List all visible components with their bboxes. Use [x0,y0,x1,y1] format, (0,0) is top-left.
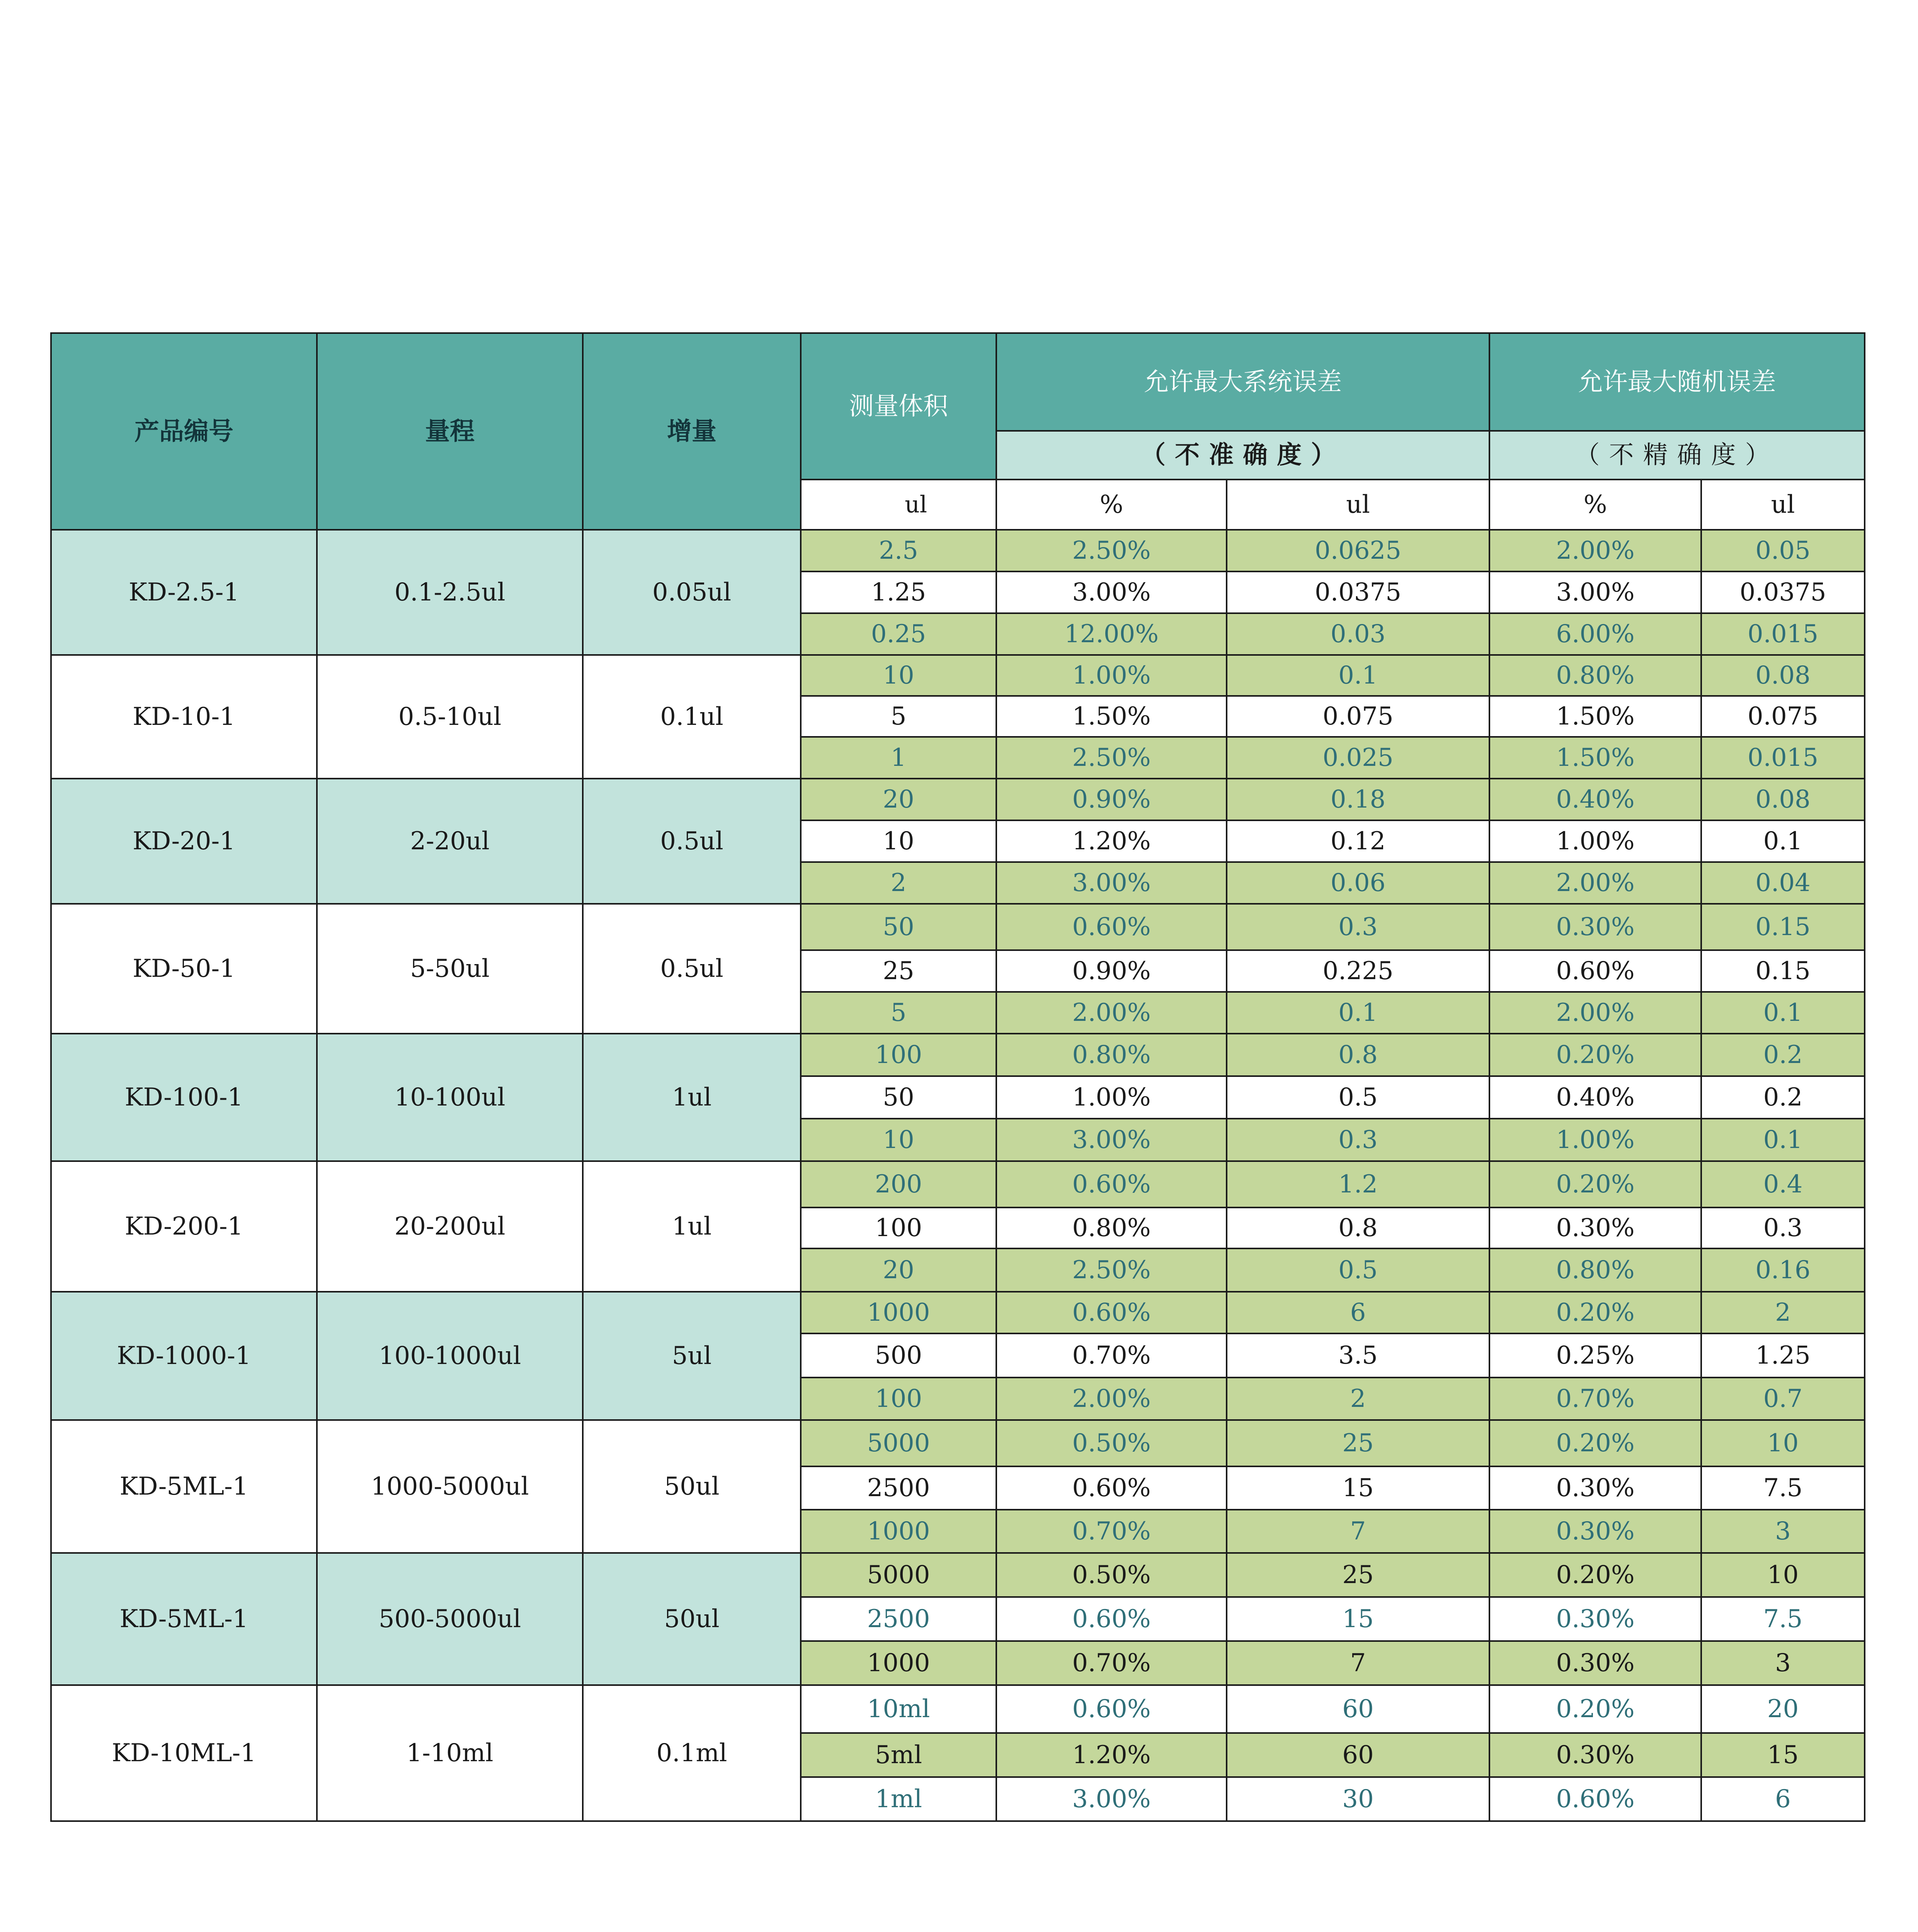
range-cell: 2-20ul [317,779,583,904]
random-percent-cell: 0.30% [1489,1641,1701,1685]
random-ul-cell: 0.15 [1701,950,1865,992]
volume-cell: 10 [801,1119,996,1161]
systematic-percent-cell: 0.60% [996,1161,1227,1208]
random-percent-cell: 0.20% [1489,1034,1701,1076]
product-code-cell: KD-20-1 [51,779,317,904]
systematic-percent-cell: 1.00% [996,1076,1227,1119]
random-ul-cell: 0.2 [1701,1034,1865,1076]
range-cell: 500-5000ul [317,1553,583,1685]
product-code-cell: KD-10ML-1 [51,1685,317,1821]
systematic-ul-cell: 7 [1227,1641,1489,1685]
random-percent-cell: 0.30% [1489,1510,1701,1553]
volume-cell: 2.5 [801,530,996,571]
systematic-ul-cell: 0.06 [1227,862,1489,904]
random-ul-cell: 0.015 [1701,613,1865,655]
random-ul-cell: 0.04 [1701,862,1865,904]
systematic-percent-cell: 3.00% [996,1119,1227,1161]
systematic-ul-cell: 0.0375 [1227,571,1489,613]
systematic-percent-cell: 0.70% [996,1510,1227,1553]
systematic-percent-cell: 0.70% [996,1641,1227,1685]
random-percent-cell: 0.80% [1489,1248,1701,1292]
systematic-ul-cell: 0.8 [1227,1034,1489,1076]
header-systematic-error: 允许最大系统误差 [996,333,1489,431]
header-range: 量程 [317,333,583,530]
volume-cell: 2500 [801,1466,996,1510]
unit-random-ul: ul [1701,480,1865,530]
systematic-ul-cell: 0.1 [1227,655,1489,696]
random-ul-cell: 0.08 [1701,655,1865,696]
header-volume: 测量体积 [801,333,996,480]
systematic-ul-cell: 30 [1227,1777,1489,1821]
table-row [51,1420,1865,1466]
systematic-ul-cell: 25 [1227,1553,1489,1597]
systematic-ul-cell: 0.5 [1227,1076,1489,1119]
systematic-percent-cell: 0.50% [996,1420,1227,1466]
table-row [51,1161,1865,1208]
table-row [51,904,1865,950]
systematic-ul-cell: 0.0625 [1227,530,1489,571]
random-ul-cell: 0.3 [1701,1208,1865,1248]
volume-cell: 2500 [801,1597,996,1641]
systematic-percent-cell: 0.80% [996,1208,1227,1248]
systematic-percent-cell: 2.50% [996,1248,1227,1292]
table-row [51,1034,1865,1076]
systematic-ul-cell: 0.03 [1227,613,1489,655]
random-percent-cell: 2.00% [1489,992,1701,1034]
systematic-ul-cell: 15 [1227,1597,1489,1641]
header-imprecision: （不精确度） [1489,431,1865,480]
systematic-ul-cell: 7 [1227,1510,1489,1553]
systematic-ul-cell: 0.3 [1227,1119,1489,1161]
systematic-percent-cell: 2.00% [996,992,1227,1034]
random-percent-cell: 2.00% [1489,530,1701,571]
unit-systematic-percent: % [996,480,1227,530]
volume-cell: 1000 [801,1510,996,1553]
random-ul-cell: 6 [1701,1777,1865,1821]
random-ul-cell: 0.15 [1701,904,1865,950]
random-percent-cell: 6.00% [1489,613,1701,655]
systematic-percent-cell: 0.60% [996,1597,1227,1641]
random-ul-cell: 7.5 [1701,1466,1865,1510]
systematic-percent-cell: 0.60% [996,904,1227,950]
table-row [51,530,1865,571]
systematic-ul-cell: 25 [1227,1420,1489,1466]
random-percent-cell: 0.40% [1489,779,1701,820]
volume-cell: 5000 [801,1553,996,1597]
product-code-cell: KD-5ML-1 [51,1553,317,1685]
range-cell: 1-10ml [317,1685,583,1821]
product-code-cell: KD-100-1 [51,1034,317,1161]
volume-cell: 5 [801,992,996,1034]
range-cell: 5-50ul [317,904,583,1034]
random-ul-cell: 0.05 [1701,530,1865,571]
random-percent-cell: 0.20% [1489,1685,1701,1733]
random-ul-cell: 0.1 [1701,820,1865,862]
volume-cell: 1000 [801,1641,996,1685]
systematic-ul-cell: 0.18 [1227,779,1489,820]
pipette-spec-table [50,332,1865,1822]
systematic-ul-cell: 0.12 [1227,820,1489,862]
header-inaccuracy: （不准确度） [996,431,1489,480]
random-percent-cell: 0.80% [1489,655,1701,696]
systematic-ul-cell: 60 [1227,1685,1489,1733]
increment-cell: 1ul [583,1161,801,1292]
volume-cell: 100 [801,1378,996,1420]
unit-random-percent: % [1489,480,1701,530]
range-cell: 100-1000ul [317,1292,583,1420]
systematic-percent-cell: 3.00% [996,862,1227,904]
systematic-ul-cell: 0.5 [1227,1248,1489,1292]
unit-volume-ul: ul [801,480,996,530]
systematic-ul-cell: 6 [1227,1292,1489,1333]
product-code-cell: KD-1000-1 [51,1292,317,1420]
systematic-percent-cell: 1.20% [996,820,1227,862]
random-percent-cell: 0.30% [1489,1208,1701,1248]
volume-cell: 0.25 [801,613,996,655]
product-code-cell: KD-200-1 [51,1161,317,1292]
volume-cell: 200 [801,1161,996,1208]
volume-cell: 500 [801,1333,996,1378]
random-ul-cell: 3 [1701,1510,1865,1553]
random-percent-cell: 0.25% [1489,1333,1701,1378]
random-percent-cell: 0.40% [1489,1076,1701,1119]
volume-cell: 20 [801,1248,996,1292]
volume-cell: 50 [801,1076,996,1119]
systematic-ul-cell: 60 [1227,1733,1489,1777]
random-percent-cell: 2.00% [1489,862,1701,904]
increment-cell: 0.05ul [583,530,801,655]
systematic-percent-cell: 2.00% [996,1378,1227,1420]
random-ul-cell: 3 [1701,1641,1865,1685]
range-cell: 0.1-2.5ul [317,530,583,655]
table-row [51,1685,1865,1733]
random-ul-cell: 20 [1701,1685,1865,1733]
random-percent-cell: 0.20% [1489,1161,1701,1208]
random-ul-cell: 0.7 [1701,1378,1865,1420]
volume-cell: 10 [801,820,996,862]
systematic-percent-cell: 3.00% [996,1777,1227,1821]
systematic-percent-cell: 1.20% [996,1733,1227,1777]
random-percent-cell: 0.60% [1489,950,1701,992]
volume-cell: 100 [801,1034,996,1076]
systematic-percent-cell: 0.80% [996,1034,1227,1076]
increment-cell: 5ul [583,1292,801,1420]
random-percent-cell: 0.30% [1489,904,1701,950]
unit-systematic-ul: ul [1227,480,1489,530]
volume-cell: 5ml [801,1733,996,1777]
random-ul-cell: 0.1 [1701,1119,1865,1161]
product-code-cell: KD-10-1 [51,655,317,779]
random-ul-cell: 0.4 [1701,1161,1865,1208]
volume-cell: 25 [801,950,996,992]
systematic-ul-cell: 0.8 [1227,1208,1489,1248]
systematic-percent-cell: 2.50% [996,737,1227,779]
random-percent-cell: 1.00% [1489,820,1701,862]
systematic-ul-cell: 1.2 [1227,1161,1489,1208]
volume-cell: 5000 [801,1420,996,1466]
systematic-percent-cell: 0.60% [996,1292,1227,1333]
systematic-percent-cell: 12.00% [996,613,1227,655]
systematic-ul-cell: 0.1 [1227,992,1489,1034]
increment-cell: 50ul [583,1420,801,1553]
random-percent-cell: 1.50% [1489,696,1701,737]
systematic-ul-cell: 0.075 [1227,696,1489,737]
product-code-cell: KD-2.5-1 [51,530,317,655]
random-ul-cell: 0.16 [1701,1248,1865,1292]
product-code-cell: KD-50-1 [51,904,317,1034]
systematic-ul-cell: 2 [1227,1378,1489,1420]
random-ul-cell: 0.0375 [1701,571,1865,613]
systematic-ul-cell: 0.025 [1227,737,1489,779]
systematic-percent-cell: 3.00% [996,571,1227,613]
random-ul-cell: 7.5 [1701,1597,1865,1641]
systematic-percent-cell: 1.50% [996,696,1227,737]
random-percent-cell: 0.30% [1489,1733,1701,1777]
random-percent-cell: 3.00% [1489,571,1701,613]
table-row [51,1553,1865,1597]
volume-cell: 1 [801,737,996,779]
random-ul-cell: 0.08 [1701,779,1865,820]
systematic-percent-cell: 0.50% [996,1553,1227,1597]
table-row [51,779,1865,820]
random-percent-cell: 0.20% [1489,1553,1701,1597]
volume-cell: 5 [801,696,996,737]
random-percent-cell: 0.30% [1489,1597,1701,1641]
systematic-ul-cell: 3.5 [1227,1333,1489,1378]
volume-cell: 50 [801,904,996,950]
systematic-ul-cell: 0.225 [1227,950,1489,992]
table-row [51,655,1865,696]
volume-cell: 2 [801,862,996,904]
increment-cell: 0.5ul [583,779,801,904]
random-percent-cell: 0.60% [1489,1777,1701,1821]
systematic-ul-cell: 0.3 [1227,904,1489,950]
random-percent-cell: 1.00% [1489,1119,1701,1161]
range-cell: 10-100ul [317,1034,583,1161]
product-code-cell: KD-5ML-1 [51,1420,317,1553]
systematic-percent-cell: 2.50% [996,530,1227,571]
systematic-percent-cell: 0.90% [996,950,1227,992]
range-cell: 20-200ul [317,1161,583,1292]
volume-cell: 10 [801,655,996,696]
volume-cell: 1.25 [801,571,996,613]
header-increment: 增量 [583,333,801,530]
random-percent-cell: 1.50% [1489,737,1701,779]
random-percent-cell: 0.20% [1489,1292,1701,1333]
volume-cell: 20 [801,779,996,820]
random-ul-cell: 2 [1701,1292,1865,1333]
header-product-code: 产品编号 [51,333,317,530]
range-cell: 1000-5000ul [317,1420,583,1553]
systematic-percent-cell: 0.90% [996,779,1227,820]
random-ul-cell: 0.2 [1701,1076,1865,1119]
systematic-percent-cell: 0.60% [996,1685,1227,1733]
random-percent-cell: 0.20% [1489,1420,1701,1466]
random-ul-cell: 0.075 [1701,696,1865,737]
systematic-percent-cell: 0.60% [996,1466,1227,1510]
volume-cell: 1000 [801,1292,996,1333]
systematic-ul-cell: 15 [1227,1466,1489,1510]
increment-cell: 50ul [583,1553,801,1685]
increment-cell: 0.1ml [583,1685,801,1821]
increment-cell: 0.5ul [583,904,801,1034]
header-random-error: 允许最大随机误差 [1489,333,1865,431]
volume-cell: 1ml [801,1777,996,1821]
random-percent-cell: 0.30% [1489,1466,1701,1510]
systematic-percent-cell: 0.70% [996,1333,1227,1378]
random-ul-cell: 15 [1701,1733,1865,1777]
random-ul-cell: 0.1 [1701,992,1865,1034]
random-ul-cell: 1.25 [1701,1333,1865,1378]
range-cell: 0.5-10ul [317,655,583,779]
random-ul-cell: 10 [1701,1553,1865,1597]
table-row [51,1292,1865,1333]
volume-cell: 100 [801,1208,996,1248]
random-ul-cell: 10 [1701,1420,1865,1466]
random-percent-cell: 0.70% [1489,1378,1701,1420]
volume-cell: 10ml [801,1685,996,1733]
random-ul-cell: 0.015 [1701,737,1865,779]
increment-cell: 1ul [583,1034,801,1161]
increment-cell: 0.1ul [583,655,801,779]
systematic-percent-cell: 1.00% [996,655,1227,696]
